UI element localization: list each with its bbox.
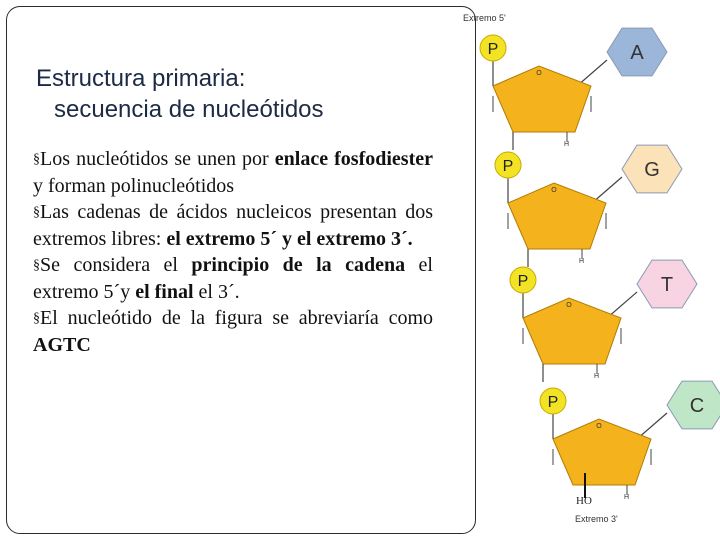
sugar-oxygen-label: O (551, 187, 557, 194)
extremo-5-label: Extremo 5' (463, 13, 506, 23)
hydrogen-label: H (564, 141, 570, 148)
hydrogen-label: H (624, 494, 630, 501)
bullet-marker-icon: § (33, 205, 40, 220)
bullet-bold-text: principio de la cadena (191, 254, 406, 276)
sugar-pentagon-icon (523, 298, 621, 364)
nucleotide-unit (495, 145, 682, 267)
bullet-bold-text: enlace fosfodiester (274, 148, 434, 170)
bullet-marker-icon: § (33, 258, 40, 273)
base-label: T (660, 274, 674, 296)
bullet-text: y forman polinucleótidos (33, 175, 235, 197)
bullet-item (33, 252, 433, 305)
nucleotide-unit (540, 381, 720, 501)
bullet-marker-icon: § (33, 152, 40, 167)
bullet-bold-text: el final (135, 281, 194, 303)
bullet-bold-text: AGTC (33, 334, 91, 356)
dna-chain-figure (455, 0, 720, 540)
bullet-text: el 3´. (193, 281, 240, 303)
bullet-text: Las cadenas de ácidos nucleicos presentan dos extremos libres: (33, 201, 433, 250)
bullet-text: El nucleótido de la figura se abreviaría como (40, 307, 433, 329)
sugar-oxygen-label: O (536, 70, 542, 77)
bullet-list (33, 146, 433, 358)
bullet-item (33, 146, 433, 199)
title-line-2: secuencia de nucleótidos (54, 96, 324, 123)
phosphate-label: P (487, 41, 499, 58)
phosphate-label: P (547, 394, 559, 411)
base-label: A (630, 42, 644, 64)
bullet-text: Se considera el (40, 254, 192, 276)
sugar-pentagon-icon (493, 66, 591, 132)
bullet-text: Los nucleótidos se unen por (40, 148, 275, 170)
nucleotide-unit (510, 260, 697, 382)
base-label: G (644, 159, 660, 181)
extremo-3-label: Extremo 3' (575, 514, 618, 524)
nucleotide-unit (480, 28, 667, 150)
bullet-bold-text: el extremo 5´ y el extremo 3´. (166, 228, 413, 250)
hydrogen-label: H (579, 258, 585, 265)
sugar-pentagon-icon (508, 183, 606, 249)
base-label: C (689, 395, 705, 417)
bullet-item (33, 305, 433, 358)
hydrogen-label: H (594, 373, 600, 380)
sugar-pentagon-icon (553, 419, 651, 485)
bullet-text: el extremo 5´y (33, 254, 433, 303)
bullet-item (33, 199, 433, 252)
ho-label: HO (576, 495, 592, 507)
phosphate-label: P (502, 158, 514, 175)
sugar-oxygen-label: O (596, 423, 602, 430)
title-line-1: Estructura primaria: (36, 65, 246, 92)
sugar-oxygen-label: O (566, 302, 572, 309)
phosphate-label: P (517, 273, 529, 290)
bullet-marker-icon: § (33, 311, 40, 326)
slide-title (34, 64, 454, 125)
